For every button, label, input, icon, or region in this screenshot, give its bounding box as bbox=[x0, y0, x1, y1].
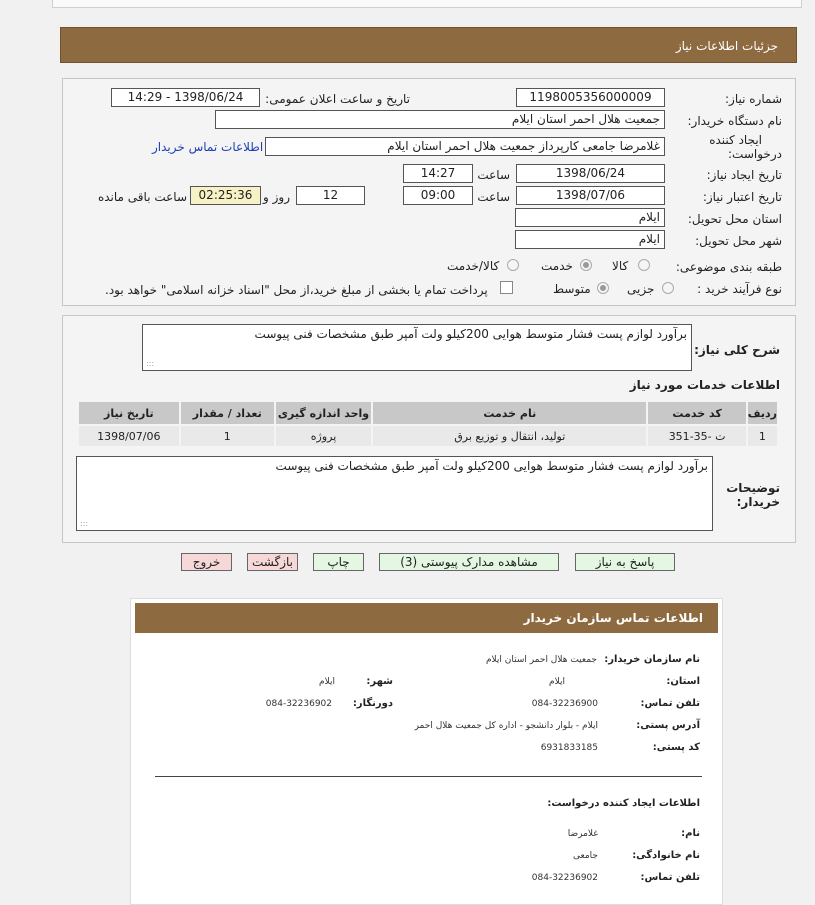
process-type-label: نوع فرآیند خرید : bbox=[697, 282, 782, 296]
cell-code: ت -35-351 bbox=[647, 425, 746, 447]
contact-fax-label: دورنگار: bbox=[352, 698, 393, 709]
creator-field[interactable]: غلامرضا جامعی کارپرداز جمعیت هلال احمر استان ایلام bbox=[265, 137, 665, 156]
category-goods-radio[interactable] bbox=[638, 259, 650, 271]
created-time-field[interactable]: 14:27 bbox=[403, 164, 473, 183]
category-service-radio[interactable] bbox=[580, 259, 592, 271]
created-date-field[interactable]: 1398/06/24 bbox=[516, 164, 665, 183]
cell-unit: پروژه bbox=[275, 425, 372, 447]
col-unit: واحد اندازه گیری bbox=[275, 401, 372, 425]
validity-time-label: ساعت bbox=[477, 190, 510, 204]
contact-province-label: استان: bbox=[666, 676, 700, 687]
category-service-label: خدمت bbox=[541, 259, 573, 273]
contact-postal-label: کد پستی: bbox=[652, 742, 700, 753]
buyer-notes-label-line1: توضیحات bbox=[726, 481, 780, 495]
creator-label-line1: ایجاد کننده bbox=[709, 133, 762, 147]
need-number-field[interactable]: 1198005356000009 bbox=[516, 88, 665, 107]
process-minor-radio[interactable] bbox=[662, 282, 674, 294]
creator-family-value: جامعی bbox=[573, 851, 598, 861]
creator-label-line2: درخواست: bbox=[728, 147, 782, 161]
reply-button[interactable]: پاسخ به نیاز bbox=[575, 553, 675, 571]
description-text: برآورد لوازم پست فشار متوسط هوایی 200کیلو ولت آمپر طبق مشخصات فنی پیوست bbox=[254, 327, 687, 341]
validity-date-field[interactable]: 1398/07/06 bbox=[516, 186, 665, 205]
creator-phone-label: تلفن تماس: bbox=[640, 872, 700, 883]
announce-date-label: تاریخ و ساعت اعلان عمومی: bbox=[265, 92, 410, 106]
creator-phone-value: 084-32236902 bbox=[531, 873, 598, 883]
treasury-note: پرداخت تمام یا بخشی از مبلغ خرید،از محل "اسناد خزانه اسلامی" خواهد بود. bbox=[105, 283, 488, 297]
process-minor-label: جزیی bbox=[627, 282, 655, 296]
contact-city-label: شهر: bbox=[366, 676, 393, 687]
city-label: شهر محل تحویل: bbox=[695, 234, 782, 248]
contact-card-title: اطلاعات تماس سازمان خریدار bbox=[523, 611, 703, 625]
contact-fax-value: 084-32236902 bbox=[265, 699, 332, 709]
col-name: نام خدمت bbox=[372, 401, 647, 425]
col-row: ردیف bbox=[747, 401, 778, 425]
contact-phone-value: 084-32236900 bbox=[531, 699, 598, 709]
province-label: استان محل تحویل: bbox=[687, 212, 782, 226]
back-button[interactable]: بازگشت bbox=[247, 553, 298, 571]
creator-info-title: اطلاعات ایجاد کننده درخواست: bbox=[547, 798, 700, 809]
cell-name: تولید، انتقال و توزیع برق bbox=[372, 425, 647, 447]
created-time-label: ساعت bbox=[477, 168, 510, 182]
col-code: کد خدمت bbox=[647, 401, 746, 425]
col-date: تاریخ نیاز bbox=[78, 401, 180, 425]
creator-family-label: نام خانوادگی: bbox=[632, 850, 700, 861]
services-header-row bbox=[78, 401, 778, 425]
contact-phone-label: تلفن تماس: bbox=[640, 698, 700, 709]
buyer-org-label: نام دستگاه خریدار: bbox=[687, 114, 782, 128]
contact-org-label: نام سازمان خریدار: bbox=[604, 654, 700, 665]
resize-grip-icon[interactable]: ::: bbox=[80, 519, 89, 528]
table-row bbox=[78, 425, 778, 447]
services-table-wrap bbox=[77, 400, 779, 448]
buyer-org-field[interactable]: جمعیت هلال احمر استان ایلام bbox=[215, 110, 665, 129]
category-goods-label: کالا bbox=[612, 259, 629, 273]
announce-date-field[interactable]: 1398/06/24 - 14:29 bbox=[111, 88, 260, 107]
page-header bbox=[60, 27, 797, 63]
cell-row: 1 bbox=[747, 425, 778, 447]
remaining-time-field: 02:25:36 bbox=[190, 186, 261, 205]
contact-postal-value: 6931833185 bbox=[540, 743, 598, 753]
contact-city-value: ایلام bbox=[319, 677, 335, 687]
treasury-checkbox[interactable] bbox=[500, 281, 513, 294]
buyer-notes-text: برآورد لوازم پست فشار متوسط هوایی 200کیلو ولت آمپر طبق مشخصات فنی پیوست bbox=[275, 459, 708, 473]
page-frame-top bbox=[52, 0, 802, 8]
buyer-contact-link[interactable]: اطلاعات تماس خریدار bbox=[152, 140, 264, 154]
view-documents-button[interactable]: مشاهده مدارک پیوستی (3) bbox=[379, 553, 559, 571]
cell-qty: 1 bbox=[180, 425, 275, 447]
cell-date: 1398/07/06 bbox=[78, 425, 180, 447]
province-field[interactable]: ایلام bbox=[515, 208, 665, 227]
days-field[interactable]: 12 bbox=[296, 186, 365, 205]
contact-address-value: ایلام - بلوار دانشجو - اداره کل جمعیت هلال احمر bbox=[414, 721, 598, 731]
creator-name-value: غلامرضا bbox=[567, 829, 598, 839]
col-qty: تعداد / مقدار bbox=[180, 401, 275, 425]
validity-date-label: تاریخ اعتبار نیاز: bbox=[702, 190, 782, 204]
created-date-label: تاریخ ایجاد نیاز: bbox=[706, 168, 782, 182]
resize-grip-icon[interactable]: ::: bbox=[146, 359, 155, 368]
need-number-label: شماره نیاز: bbox=[725, 92, 782, 106]
days-label: روز و bbox=[263, 190, 290, 204]
buyer-notes-label-line2: خریدار: bbox=[736, 495, 780, 509]
category-goods-service-label: کالا/خدمت bbox=[447, 259, 500, 273]
validity-time-field[interactable]: 09:00 bbox=[403, 186, 473, 205]
category-goods-service-radio[interactable] bbox=[507, 259, 519, 271]
services-title: اطلاعات خدمات مورد نیاز bbox=[629, 378, 780, 392]
contact-divider bbox=[155, 776, 702, 777]
city-field[interactable]: ایلام bbox=[515, 230, 665, 249]
contact-address-label: آدرس پستی: bbox=[636, 720, 700, 731]
process-medium-label: متوسط bbox=[553, 282, 591, 296]
contact-card-header bbox=[135, 603, 718, 633]
contact-org-value: جمعیت هلال احمر استان ایلام bbox=[485, 655, 597, 665]
print-button[interactable]: چاپ bbox=[313, 553, 364, 571]
contact-province-value: ایلام bbox=[549, 677, 565, 687]
buyer-notes-textarea[interactable] bbox=[76, 456, 713, 531]
remaining-time-label: ساعت باقی مانده bbox=[97, 190, 187, 204]
exit-button[interactable]: خروج bbox=[181, 553, 232, 571]
description-label: شرح کلی نیاز: bbox=[694, 343, 780, 357]
description-textarea[interactable] bbox=[142, 324, 692, 371]
category-label: طبقه بندی موضوعی: bbox=[675, 260, 782, 274]
services-table bbox=[77, 400, 779, 448]
page-title: جزئیات اطلاعات نیاز bbox=[675, 39, 778, 53]
creator-name-label: نام: bbox=[681, 828, 700, 839]
process-medium-radio[interactable] bbox=[597, 282, 609, 294]
